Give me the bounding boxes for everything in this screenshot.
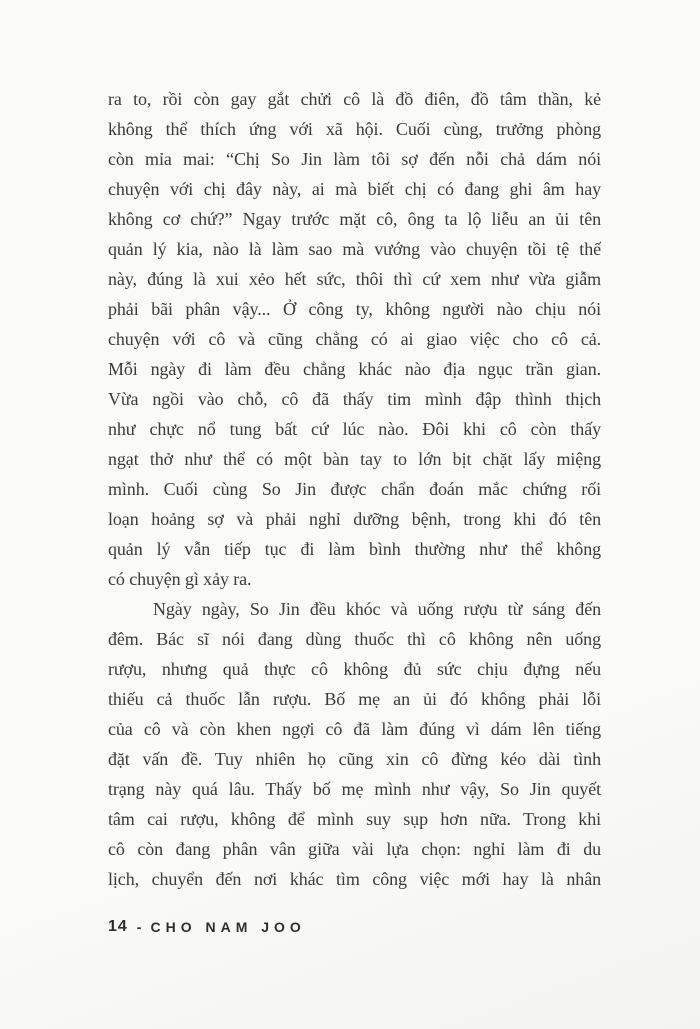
text-line: của cô và còn khen ngợi cô đã làm đúng vì dám lên tiếng — [108, 719, 601, 739]
text-line: Mỗi ngày đi làm đều chẳng khác nào địa ngục trần gian. — [108, 359, 601, 379]
text-line: còn mỉa mai: “Chị So Jin làm tôi sợ đến nỗi chả dám nói — [108, 149, 601, 169]
text-line: chuyện với chị đây này, ai mà biết chị có đang ghi âm hay — [108, 179, 601, 199]
text-line: loạn hoảng sợ và phải nghỉ dưỡng bệnh, trong khi đó tên — [108, 509, 601, 529]
text-line: quản lý kia, nào là làm sao mà vướng vào chuyện tồi tệ thế — [108, 239, 601, 259]
text-line: trạng này quá lâu. Thấy bố mẹ mình như vậy, So Jin quyết — [108, 779, 601, 799]
text-line: có chuyện gì xảy ra. — [108, 569, 252, 589]
text-line: đặt vấn đề. Tuy nhiên họ cũng xin cô đừng kéo dài tình — [108, 749, 601, 769]
text-line: Ngày ngày, So Jin đều khóc và uống rượu từ sáng đến — [153, 599, 601, 619]
text-line: chuyện với cô và cũng chẳng có ai giao việc cho cô cả. — [108, 329, 601, 349]
text-line: không thể thích ứng với xã hội. Cuối cùng, trưởng phòng — [108, 119, 601, 139]
text-line: rượu, nhưng quả thực cô không đủ sức chịu đựng nếu — [108, 659, 601, 679]
text-line: mình. Cuối cùng So Jin được chẩn đoán mắc chứng rối — [108, 479, 601, 499]
author-name: CHO NAM JOO — [150, 919, 306, 935]
text-line: quản lý vẫn tiếp tục đi làm bình thường như thể không — [108, 539, 601, 559]
text-line: cô còn đang phân vân giữa vài lựa chọn: nghỉ làm đi du — [108, 839, 601, 859]
footer-separator: - — [136, 919, 142, 935]
text-line: thiếu cả thuốc lẫn rượu. Bố mẹ an ủi đó không phải lỗi — [108, 689, 601, 709]
text-line: phải bãi phân vậy... Ở công ty, không người nào chịu nói — [108, 299, 601, 319]
text-line: Vừa ngồi vào chỗ, cô đã thấy tim mình đập thình thịch — [108, 389, 601, 409]
text-line: ra to, rồi còn gay gắt chửi cô là đồ điên, đồ tâm thần, kẻ — [108, 89, 601, 109]
text-line: không cơ chứ?” Ngay trước mặt cô, ông ta lộ liễu an ủi tên — [108, 209, 601, 229]
text-line: này, đúng là xui xẻo hết sức, thôi thì cứ xem như vừa giẫm — [108, 269, 601, 289]
text-line: lịch, chuyển đến nơi khác tìm công việc mới hay là nhân — [108, 869, 601, 889]
text-block — [108, 84, 601, 894]
text-line: ngạt thở như thể có một bàn tay to lớn bịt chặt lấy miệng — [108, 449, 601, 469]
text-line: như chực nổ tung bất cứ lúc nào. Đôi khi cô còn thấy — [108, 419, 601, 439]
page-footer — [108, 918, 306, 936]
text-line: tâm cai rượu, không để mình suy sụp hơn nữa. Trong khi — [108, 809, 601, 829]
text-line: đêm. Bác sĩ nói đang dùng thuốc thì cô không nên uống — [108, 629, 601, 649]
page-number: 14 — [108, 918, 128, 935]
